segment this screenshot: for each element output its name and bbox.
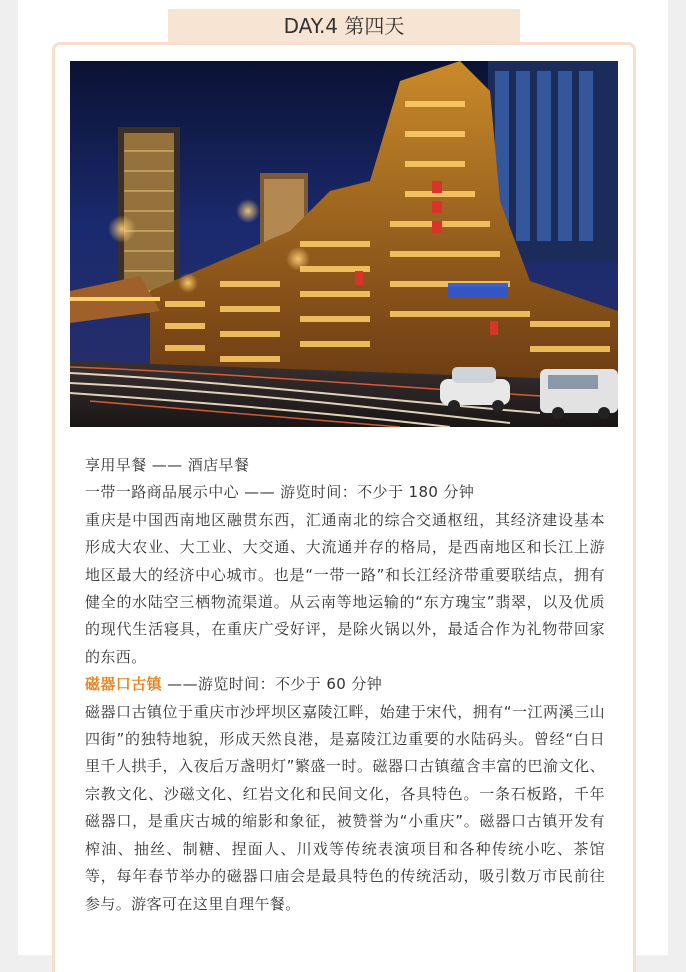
city-night-photo (70, 61, 618, 427)
stop2-time: ——游览时间：不少于 60 分钟 (162, 675, 383, 694)
itinerary-text (85, 452, 605, 918)
stop2-description: 磁器口古镇位于重庆市沙坪坝区嘉陵江畔，始建于宋代，拥有“一江两溪三山四街”的独特地貌，形成天然良港，是嘉陵江边重要的水陆码头。曾经“白日里千人拱手，入夜后万盏明灯”繁盛一时。磁器口古镇蕴含丰富的巴渝文化、宗教文化、沙磁文化、红岩文化和民间文化，各具特色。一条石板路，千年磁器口，是重庆古城的缩影和象征，被赞誉为“小重庆”。磁器口古镇开发有榨油、抽丝、制糖、捏面人、川戏等传统表演项目和各种传统小吃、茶馆等，每年春节举办的磁器口庙会是最具特色的传统活动，吸引数万市民前往参与。游客可在这里自理午餐。 (85, 702, 605, 913)
stop2-name: 磁器口古镇 (85, 675, 163, 694)
day-title: DAY.4 第四天 (168, 9, 520, 43)
stop2-line (85, 671, 605, 698)
breakfast-line: 享用早餐 —— 酒店早餐 (85, 456, 250, 474)
stop1-description: 重庆是中国西南地区融贯东西，汇通南北的综合交通枢纽，其经济建设基本形成大农业、大工业、大交通、大流通并存的格局，是西南地区和长江上游地区最大的经济中心城市。也是“一带一路”和长江经济带重要联结点，拥有健全的水陆空三栖物流渠道。从云南等地运输的“东方瑰宝”翡翠，以及优质的现代生活寝具，在重庆广受好评，是除火锅以外，最适合作为礼物带回家的东西。 (85, 510, 605, 666)
stop1-line: 一带一路商品展示中心 —— 游览时间：不少于 180 分钟 (85, 483, 475, 502)
